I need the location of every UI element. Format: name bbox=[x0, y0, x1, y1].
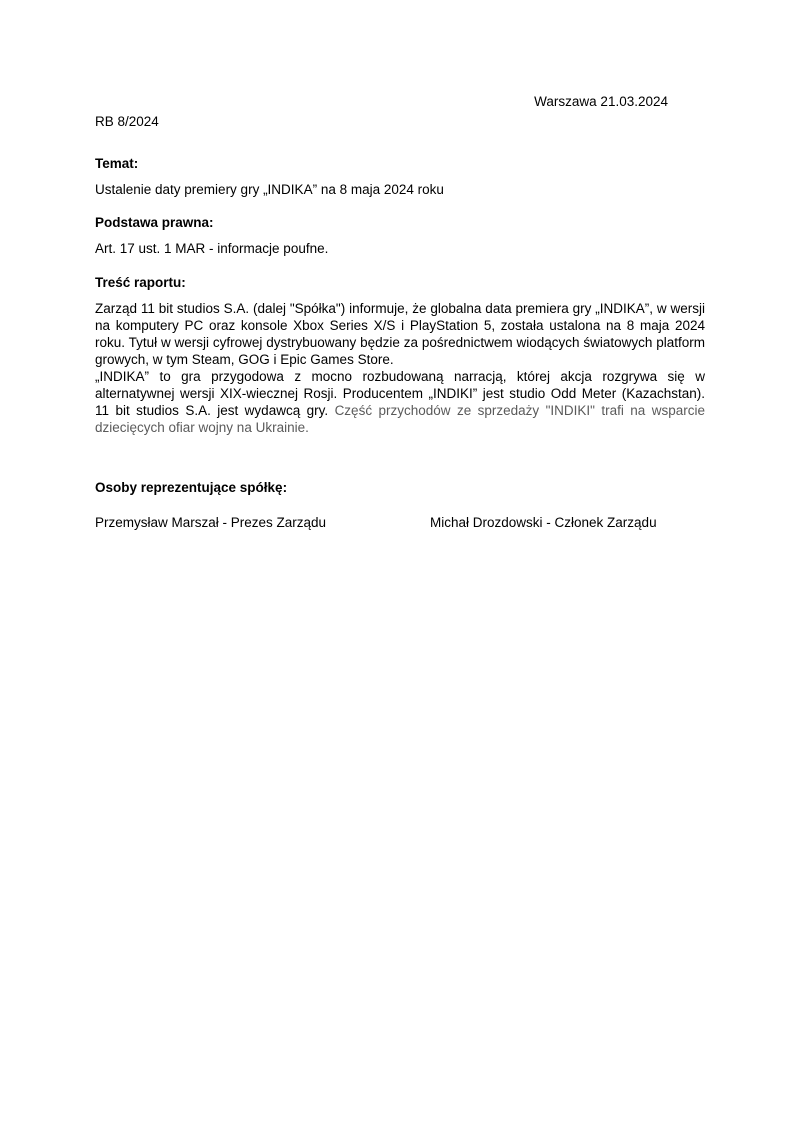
report-content-heading: Treść raportu: bbox=[95, 275, 186, 290]
subject-section bbox=[95, 155, 705, 198]
legal-basis-heading: Podstawa prawna: bbox=[95, 215, 214, 230]
report-paragraph-1: Zarząd 11 bit studios S.A. (dalej "Spółka") informuje, że globalna data premiera gry „INDIKA”, w wersji na komputery PC oraz konsole Xbox Series X/S i PlayStation 5, została ustalona na 8 maja 2024 roku. Tytuł w wersji cyfrowej dystrybuowany będzie za pośrednictwem wiodących światowych platform growych, w tym Steam, GOG i Epic Games Store. bbox=[95, 301, 705, 367]
report-number: RB 8/2024 bbox=[95, 114, 159, 129]
representatives-section bbox=[95, 479, 705, 531]
signature-board-member: Michał Drozdowski - Członek Zarządu bbox=[430, 515, 657, 530]
legal-basis-section bbox=[95, 214, 705, 257]
legal-basis-text: Art. 17 ust. 1 MAR - informacje poufne. bbox=[95, 241, 329, 256]
report-paragraph-2-main: „INDIKA” to gra przygodowa z mocno rozbudowaną narracją, której akcja rozgrywa się w alternatywnej wersji XIX-wiecznej Rosji. Producentem „INDIKI” jest studio Odd Meter (Kazachstan). 11 bit studios S.A. jest wydawcą gry. bbox=[95, 369, 705, 418]
date-line: Warszawa 21.03.2024 bbox=[534, 94, 668, 109]
signatures-row bbox=[95, 514, 705, 531]
report-content-section bbox=[95, 274, 705, 436]
subject-heading: Temat: bbox=[95, 156, 139, 171]
report-paragraph-2-note: Część przychodów ze sprzedaży "INDIKI" trafi na wsparcie dziecięcych ofiar wojny na Ukrainie. bbox=[95, 403, 705, 435]
report-content-body bbox=[95, 300, 705, 436]
subject-text: Ustalenie daty premiery gry „INDIKA” na 8 maja 2024 roku bbox=[95, 182, 444, 197]
report-paragraph-2 bbox=[95, 368, 705, 436]
representatives-heading: Osoby reprezentujące spółkę: bbox=[95, 480, 288, 495]
signature-president: Przemysław Marszał - Prezes Zarządu bbox=[95, 515, 327, 530]
